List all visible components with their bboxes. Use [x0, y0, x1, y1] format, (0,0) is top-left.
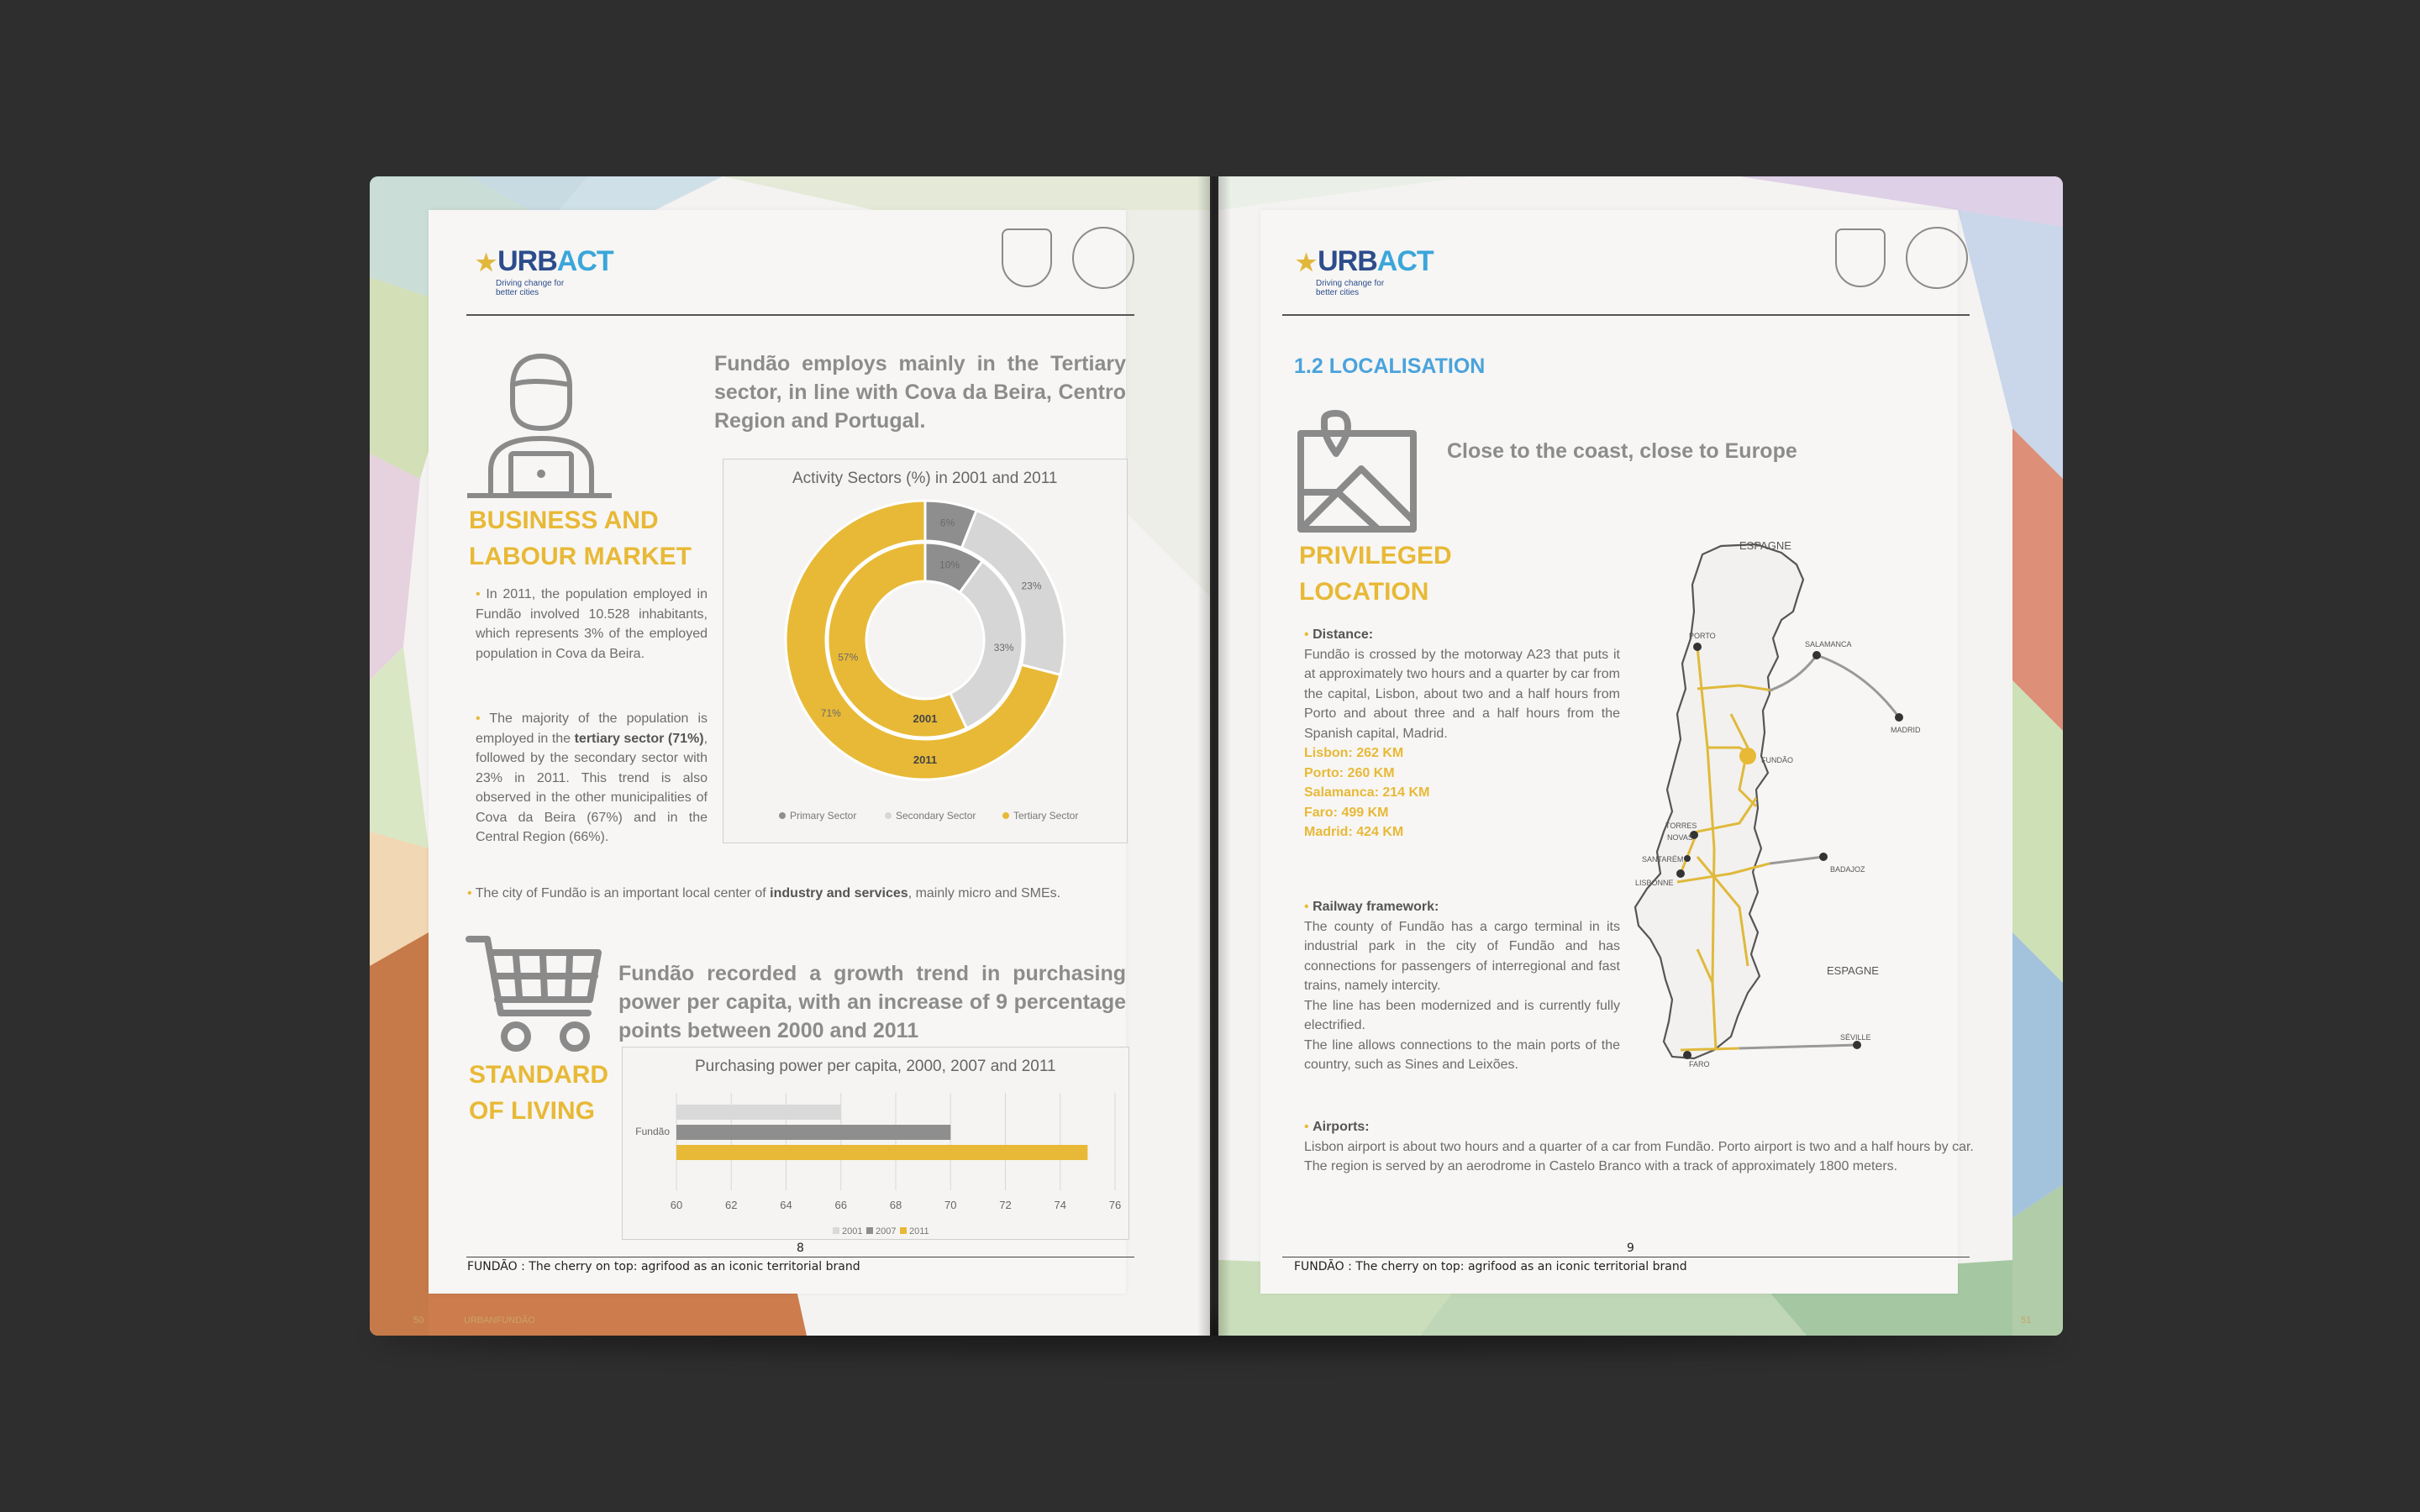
donut-label-2011-2: 71% — [820, 707, 841, 720]
business-labour-title: BUSINESS AND LABOUR MARKET — [469, 507, 692, 570]
worker-laptop-icon — [464, 344, 615, 500]
map-label-santarem: SANTARÉM — [1642, 855, 1684, 864]
bar-tick-68: 68 — [889, 1199, 902, 1211]
distance-block: • Distance: Fundão is crossed by the motorway A23 that puts it at approximately two hours and a quarter by car from the capital, Lisbon, about two and a half hours from Porto and about three and a half hours from the Spanish capital, Madrid. Lisbon: 262 KM Porto: 260 KM Salamanca: 214 KM Faro: 499 KM Madrid: 424 KM — [1304, 627, 1620, 839]
donut-label-2001-0: 10% — [939, 559, 960, 571]
donut-label-2001-1: 33% — [993, 641, 1014, 654]
map-label-faro: FARO — [1689, 1060, 1710, 1068]
map-location-icon — [1294, 408, 1420, 534]
urbact-tagline: Driving change for better cities — [496, 279, 565, 297]
urbact-logo: ★URBACT — [1296, 245, 1434, 277]
purchasing-headline: Fundão recorded a growth trend in purchasing power per capita, with an increase of 9 percentage points between 2000 and 2011 — [618, 962, 1126, 1042]
privileged-location-title: PRIVILEGED LOCATION — [1299, 542, 1452, 606]
bar-tick-76: 76 — [1108, 1199, 1122, 1211]
mock-footer: URBANFUNDÃO — [464, 1315, 535, 1326]
right-page — [1218, 176, 2063, 1336]
bar-tick-64: 64 — [780, 1199, 792, 1211]
industry-paragraph: • The city of Fundão is an important local center of industry and services, mainly micro and SMEs. — [467, 886, 1061, 900]
donut-ring-label-2001: 2001 — [913, 712, 938, 725]
standard-living-title: STANDARD OF LIVING — [469, 1061, 609, 1125]
mock-page-number: 51 — [2021, 1315, 2032, 1326]
municipal-crest-icon — [1002, 228, 1052, 287]
donut-chart-svg — [723, 493, 1127, 844]
bar-chart-title: Purchasing power per capita, 2000, 2007 and 2011 — [695, 1058, 1056, 1075]
page-number: 8 — [797, 1242, 804, 1255]
bar-2007 — [676, 1125, 950, 1140]
map-label-madrid: MADRID — [1891, 726, 1921, 734]
donut-legend-swatch-1 — [885, 812, 892, 819]
portugal-map — [1613, 512, 1983, 1117]
bar-chart-svg — [623, 1081, 1128, 1239]
shopping-cart-icon — [464, 932, 607, 1058]
municipal-seal-icon — [1072, 227, 1134, 289]
header-rule — [1282, 314, 1970, 316]
map-label-novas: NOVAS — [1667, 833, 1693, 842]
bar-tick-74: 74 — [1054, 1199, 1066, 1211]
municipal-seal-icon — [1906, 227, 1968, 289]
bar-tick-66: 66 — [834, 1199, 847, 1211]
left-page — [370, 176, 1210, 1336]
urbact-logo: ★URBACT — [476, 245, 613, 277]
bar-tick-70: 70 — [944, 1199, 957, 1211]
map-label-badajoz: BADAJOZ — [1830, 865, 1865, 874]
airports-block: • Airports: Lisbon airport is about two hours and a quarter of a car from Fundão. Porto airport is two and a half hours by car. The region is served by an aerodrome in Castelo Branco with a track of approximately 1800 meters. — [1304, 1120, 1974, 1173]
bar-tick-62: 62 — [725, 1199, 738, 1211]
employment-paragraph: • In 2011, the population employed in Fundão involved 10.528 inhabitants, which represents 3% of the employed population in Cova da Beira. — [476, 587, 708, 661]
bar-legend-label-2007: 2007 — [876, 1226, 897, 1236]
bar-legend-label-2011: 2011 — [909, 1226, 929, 1236]
donut-legend-label-0: Primary Sector — [790, 810, 857, 822]
railway-block: • Railway framework: The county of Fundão has a cargo terminal in its industrial park in the city of Fundão and has connections for passengers of interregional and fast trains, namely intercity. The line has been modernized and is currently fully electrified. The line allows connections to the main ports of the country, such as Sines and Leixões. — [1304, 900, 1620, 1072]
mock-page-number: 50 — [413, 1315, 424, 1326]
urbact-tagline: Driving change for better cities — [1316, 279, 1385, 297]
map-label-torres: TORRES — [1665, 822, 1697, 830]
activity-sectors-chart — [723, 459, 1128, 843]
footer-text: FUNDÃO : The cherry on top: agrifood as an iconic territorial brand — [1294, 1260, 1687, 1273]
bar-legend-swatch-2011 — [900, 1227, 907, 1234]
footer-text: FUNDÃO : The cherry on top: agrifood as an iconic territorial brand — [467, 1260, 860, 1273]
bar-category-label: Fundão — [635, 1126, 670, 1137]
header-rule — [466, 314, 1134, 316]
municipal-crest-icon — [1835, 228, 1886, 287]
coast-lead: Close to the coast, close to Europe — [1447, 439, 1797, 463]
bar-2011 — [676, 1145, 1087, 1160]
bar-legend-swatch-2001 — [833, 1227, 839, 1234]
donut-legend-swatch-2 — [1002, 812, 1009, 819]
bar-2001 — [676, 1105, 841, 1120]
donut-ring-label-2011: 2011 — [913, 753, 938, 766]
tertiary-paragraph: • The majority of the population is employed in the tertiary sector (71%), followed by the secondary sector with 23% in 2011. This trend is also observed in the other municipalities of Cova da Beira (67%) and in the Central Region (66%). — [476, 711, 708, 844]
donut-label-2011-0: 6% — [939, 517, 955, 529]
section-title: 1.2 LOCALISATION — [1294, 354, 1486, 378]
donut-label-2011-1: 23% — [1021, 580, 1042, 592]
donut-legend-label-1: Secondary Sector — [896, 810, 976, 822]
donut-legend-swatch-0 — [779, 812, 786, 819]
bar-tick-60: 60 — [670, 1199, 683, 1211]
map-label-espagne-top: ESPAGNE — [1739, 539, 1791, 552]
bar-legend-swatch-2007 — [866, 1227, 873, 1234]
bar-legend-label-2001: 2001 — [842, 1226, 863, 1236]
donut-label-2001-2: 57% — [838, 651, 859, 664]
map-label-espagne-side: ESPAGNE — [1827, 964, 1879, 977]
tertiary-headline: Fundão employs mainly in the Tertiary sector, in line with Cova da Beira, Centro Region and Portugal. — [714, 352, 1126, 433]
map-label-porto: PORTO — [1689, 632, 1716, 640]
bar-tick-72: 72 — [999, 1199, 1012, 1211]
map-label-salamanca: SALAMANCA — [1805, 640, 1852, 648]
donut-legend-label-2: Tertiary Sector — [1013, 810, 1079, 822]
map-label-seville: SÉVILLE — [1840, 1033, 1871, 1042]
book-spine — [1197, 176, 1231, 1336]
map-label-lisbonne: LISBONNE — [1635, 879, 1674, 887]
map-label-fundao: FUNDÃO — [1761, 756, 1793, 764]
purchasing-power-chart — [622, 1047, 1129, 1240]
donut-chart-title: Activity Sectors (%) in 2001 and 2011 — [792, 470, 1058, 487]
open-brochure — [370, 168, 2067, 1344]
page-number: 9 — [1627, 1242, 1634, 1255]
